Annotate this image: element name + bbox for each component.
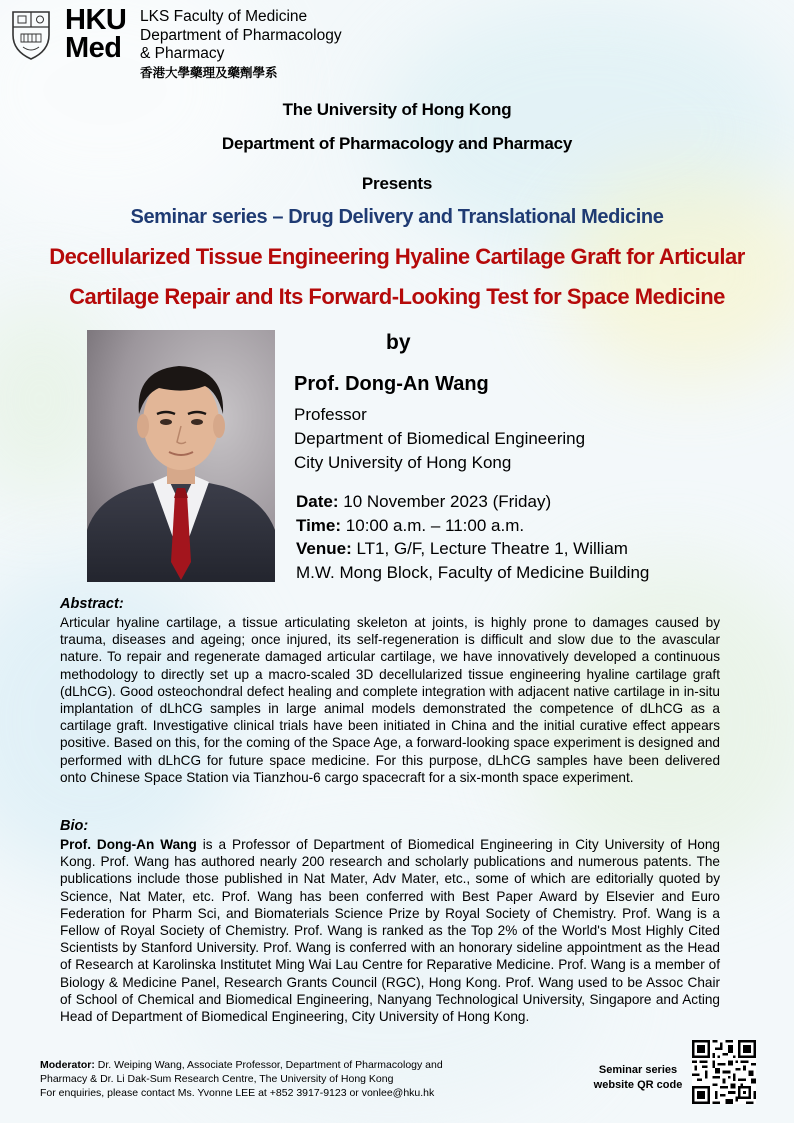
department-chinese-name: 香港大學藥理及藥劑學系 (140, 65, 278, 80)
abstract-text: Articular hyaline cartilage, a tissue articulating skeleton at joints, is highly prone to damages caused by trauma, diseases and ageing; once injured, its self-regeneration is difficult and slow due to the avascular nature. To repair and regenerate damaged articular cartilage, we have innovatively developed a continuous methodology to directly set up a macro-scaled 3D decellularized tissue engineering hyaline cartilage graft (dLhCG). Good osteochondral defect healing and complete integration with adjacent native cartilage in in-situ implantation of dLhCG samples in large animal models demonstrated the competence of dLhCG as a cartilage graft. Investigative clinical trials have been initiated in China and the initial curative effect appears positive. Based on this, for the coming of the Space Age, a forward-looking space experiment is designed and performed with dLhCG for future space medicine. For this purpose, dLhCG samples have been delivered onto Chinese Space Station via Tianzhou-6 cargo spacecraft for a six-month space experiment. (60, 615, 720, 785)
event-date: Date: 10 November 2023 (Friday) (296, 492, 552, 511)
department-name: Department of Pharmacology (140, 26, 342, 44)
speaker-department: Department of Biomedical Engineering (294, 429, 586, 448)
moderator-info-cont: Pharmacy & Dr. Li Dak-Sum Research Centre, The University of Hong Kong (40, 1073, 394, 1086)
hku-crest-logo (9, 9, 53, 61)
department-name-cont: & Pharmacy (140, 45, 225, 62)
qr-code-label: Seminar series website QR code (593, 1064, 683, 1091)
hku-med-wordmark: HKU Med (65, 4, 127, 64)
faculty-name: LKS Faculty of Medicine (140, 8, 308, 25)
faculty-block (140, 8, 342, 82)
university-heading: The University of Hong Kong (282, 100, 512, 119)
event-details (296, 490, 649, 584)
department-heading: Department of Pharmacology and Pharmacy (221, 134, 573, 153)
speaker-title: Professor (294, 405, 367, 424)
moderator-label: Moderator: (40, 1059, 95, 1071)
talk-title-line2: Cartilage Repair and Its Forward-Looking Test for Space Medicine (69, 284, 725, 309)
qr-code[interactable] (692, 1040, 756, 1104)
by-label: by (386, 331, 411, 354)
speaker-affiliation (294, 403, 585, 475)
event-venue-cont: M.W. Mong Block, Faculty of Medicine Building (296, 562, 650, 582)
seminar-series-title: Seminar series – Drug Delivery and Translational Medicine (130, 206, 664, 228)
event-venue: Venue: LT1, G/F, Lecture Theatre 1, William (296, 539, 628, 558)
speaker-photo (87, 330, 275, 582)
moderator-info: Dr. Weiping Wang, Associate Professor, Department of Pharmacology and (94, 1059, 443, 1071)
event-time: Time: 10:00 a.m. – 11:00 a.m. (296, 515, 525, 535)
footer-contact (40, 1058, 443, 1101)
enquiries-info: For enquiries, please contact Ms. Yvonne LEE at +852 3917-9123 or vonlee@hku.hk (40, 1087, 435, 1100)
presents-heading: Presents (361, 174, 433, 193)
speaker-institution: City University of Hong Kong (294, 453, 512, 472)
talk-title-line1: Decellularized Tissue Engineering Hyaline Cartilage Graft for Articular (49, 244, 745, 269)
bio-lead-name: Prof. Dong-An Wang (60, 837, 197, 852)
abstract-heading: Abstract: (60, 596, 124, 612)
bio-text: Prof. Dong-An Wang is a Professor of Department of Biomedical Engineering in City University of Hong Kong. Prof. Wang has authored nearly 200 research and scholarly publications and numerous patents. The publications include those published in Nat Mater, Adv Mater, etc., some of which are editorially quoted by Science, Nat Mater, etc. Prof. Wang has been conferred with Best Paper Award by Elsevier and Euro Federation for Pharm Sci, and Biomaterials Science Prize by Royal Society of Chemistry. Prof. Wang is a Fellow of Royal Society of Chemistry. Prof. Wang is ranked as the Top 2% of the World's Most Highly Cited Scientists by Stanford University. Prof. Wang is conferred with an honorary sideline appointment as the Head of Research at Karolinska Institutet Ming Wai Lau Centre for Reparative Medicine. Prof. Wang is a member of Biology & Medicine Panel, Research Grants Council (RGC), Hong Kong. Prof. Wang used to be Assoc Chair of School of Chemical and Biomedical Engineering, Nanyang Technological University, Singapore and Acting Head of Department of Biomedical Engineering, City University of Hong Kong. (60, 837, 720, 1025)
speaker-name: Prof. Dong-An Wang (294, 373, 489, 395)
bio-heading: Bio: (60, 818, 89, 834)
